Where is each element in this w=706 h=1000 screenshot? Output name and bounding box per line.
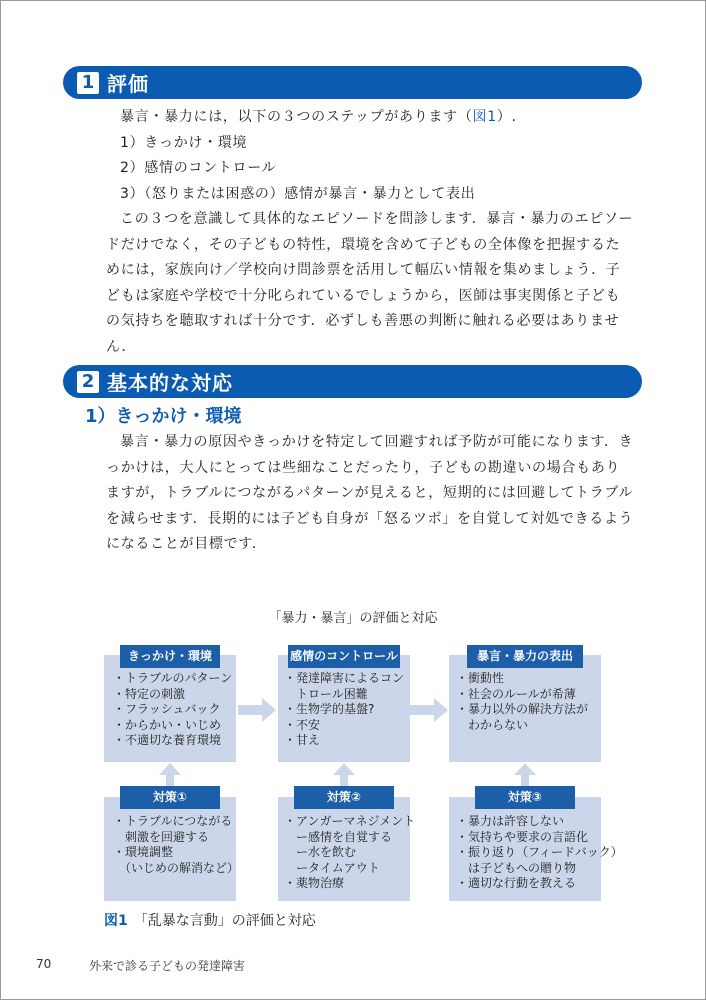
list-item: ・振り返り（フィードバック） — [456, 845, 623, 860]
section-1-title: 評価 — [107, 72, 149, 96]
section-1-text — [106, 105, 634, 360]
book-title: 外来で診る子どもの発達障害 — [89, 959, 246, 973]
list-item: ・気持ちや要求の言語化 — [456, 829, 589, 844]
box-expression-label: 暴言・暴力の表出 — [467, 645, 583, 668]
step-2: 2）感情のコントロール — [120, 160, 277, 176]
box-emotion-list — [284, 671, 404, 749]
figure-reference-link[interactable]: 図1 — [472, 109, 497, 125]
box-countermeasure-1-list — [113, 814, 239, 876]
box-countermeasure-1-label: 対策① — [120, 786, 220, 809]
section-1-header — [63, 66, 642, 99]
step-1: 1）きっかけ・環境 — [120, 134, 248, 151]
step-3: 3）（怒りまたは困惑の）感情が暴言・暴力として表出 — [120, 185, 476, 202]
section-2-body: 暴言・暴力の原因やきっかけを特定して回避すれば予防が可能になります．きっかけは，大人にとっては些細なことだったり，子どもの勘違いの場合もありますが，トラブルにつながるパターンが見えると，短期的には回避してトラブルを減らせます．長期的には子ども自身が「怒るツボ」を自覚して対処できるようになることが目標です． — [106, 434, 634, 552]
box-countermeasure-2-list — [284, 814, 415, 892]
list-item: ・アンガーマネジメント — [284, 814, 416, 828]
box-trigger-label: きっかけ・環境 — [120, 645, 220, 668]
list-item: ・生物学的基盤? — [284, 702, 375, 717]
section-2-text — [106, 430, 634, 558]
list-item: ・不適切な養育環境 — [113, 733, 222, 748]
figure-caption — [104, 910, 316, 930]
figure-caption-text: 「乱暴な言動」の評価と対応 — [133, 913, 316, 929]
list-item: トロール困難 — [284, 686, 368, 701]
box-trigger-list — [113, 671, 232, 749]
list-item: ・からかい・いじめ — [113, 717, 222, 732]
arrow-right-icon — [410, 698, 448, 722]
list-item: ・トラブルにつながる — [113, 814, 233, 828]
figure-number: 図1 — [104, 913, 128, 929]
section-2-number: 2 — [77, 371, 99, 393]
box-countermeasure-2-label: 対策② — [294, 786, 394, 809]
list-item: ・暴力以外の解決方法が — [456, 702, 589, 717]
list-item: ータイムアウト — [284, 860, 380, 875]
section-2-title: 基本的な対応 — [107, 371, 233, 395]
box-countermeasure-3-list — [456, 814, 623, 892]
section-1-intro — [106, 105, 634, 131]
list-item: ー水を飲む — [284, 845, 357, 860]
box-countermeasure-3-label: 対策③ — [475, 786, 575, 809]
list-item: ・発達障害によるコン — [284, 671, 405, 685]
arrow-right-icon — [238, 698, 276, 722]
list-item: 刺激を回避する — [113, 829, 210, 844]
list-item: ー感情を自覚する — [284, 829, 393, 844]
list-item: ・フラッシュバック — [113, 702, 221, 717]
list-item: ・環境調整 — [113, 845, 174, 860]
list-item: ・薬物治療 — [284, 876, 345, 891]
section-1-number: 1 — [77, 72, 99, 94]
list-item: ・暴力は許容しない — [456, 814, 565, 828]
list-item: わからない — [456, 717, 529, 732]
page-number: 70 — [36, 957, 52, 971]
intro-text: 暴言・暴力には，以下の３つのステップがあります（ — [120, 109, 473, 125]
list-item: ・適切な行動を教える — [456, 876, 577, 891]
box-emotion-label: 感情のコントロール — [288, 645, 400, 668]
list-item: ・特定の刺激 — [113, 686, 186, 701]
list-item: ・トラブルのパターン — [113, 671, 233, 685]
section-1-body: この３つを意識して具体的なエピソードを問診します．暴言・暴力のエピソードだけでなく，その子どもの特性，環境を含めて子どもの全体像を把握するためには，家族向け／学校向け問診票を活用して幅広い情報を集めましょう．子どもは家庭や学校で十分叱られているでしょうから，医師は事実関係と子どもの気持ちを聴取すれば十分です．必ずしも善悪の判断に触れる必要はありません． — [106, 211, 634, 355]
list-item: ・甘え — [284, 733, 321, 748]
list-item: ・社会のルールが希薄 — [456, 686, 576, 701]
subheading: 1）きっかけ・環境 — [85, 406, 242, 427]
list-item: ・不安 — [284, 717, 321, 732]
intro-text-end: ）. — [496, 109, 517, 125]
section-2-header — [63, 365, 642, 398]
box-expression-list — [456, 671, 588, 733]
list-item: は子どもへの贈り物 — [456, 860, 577, 875]
list-item: （いじめの解消など） — [113, 860, 240, 875]
figure-title: 「暴力・暴言」の評価と対応 — [268, 611, 438, 626]
list-item: ・衝動性 — [456, 671, 505, 685]
